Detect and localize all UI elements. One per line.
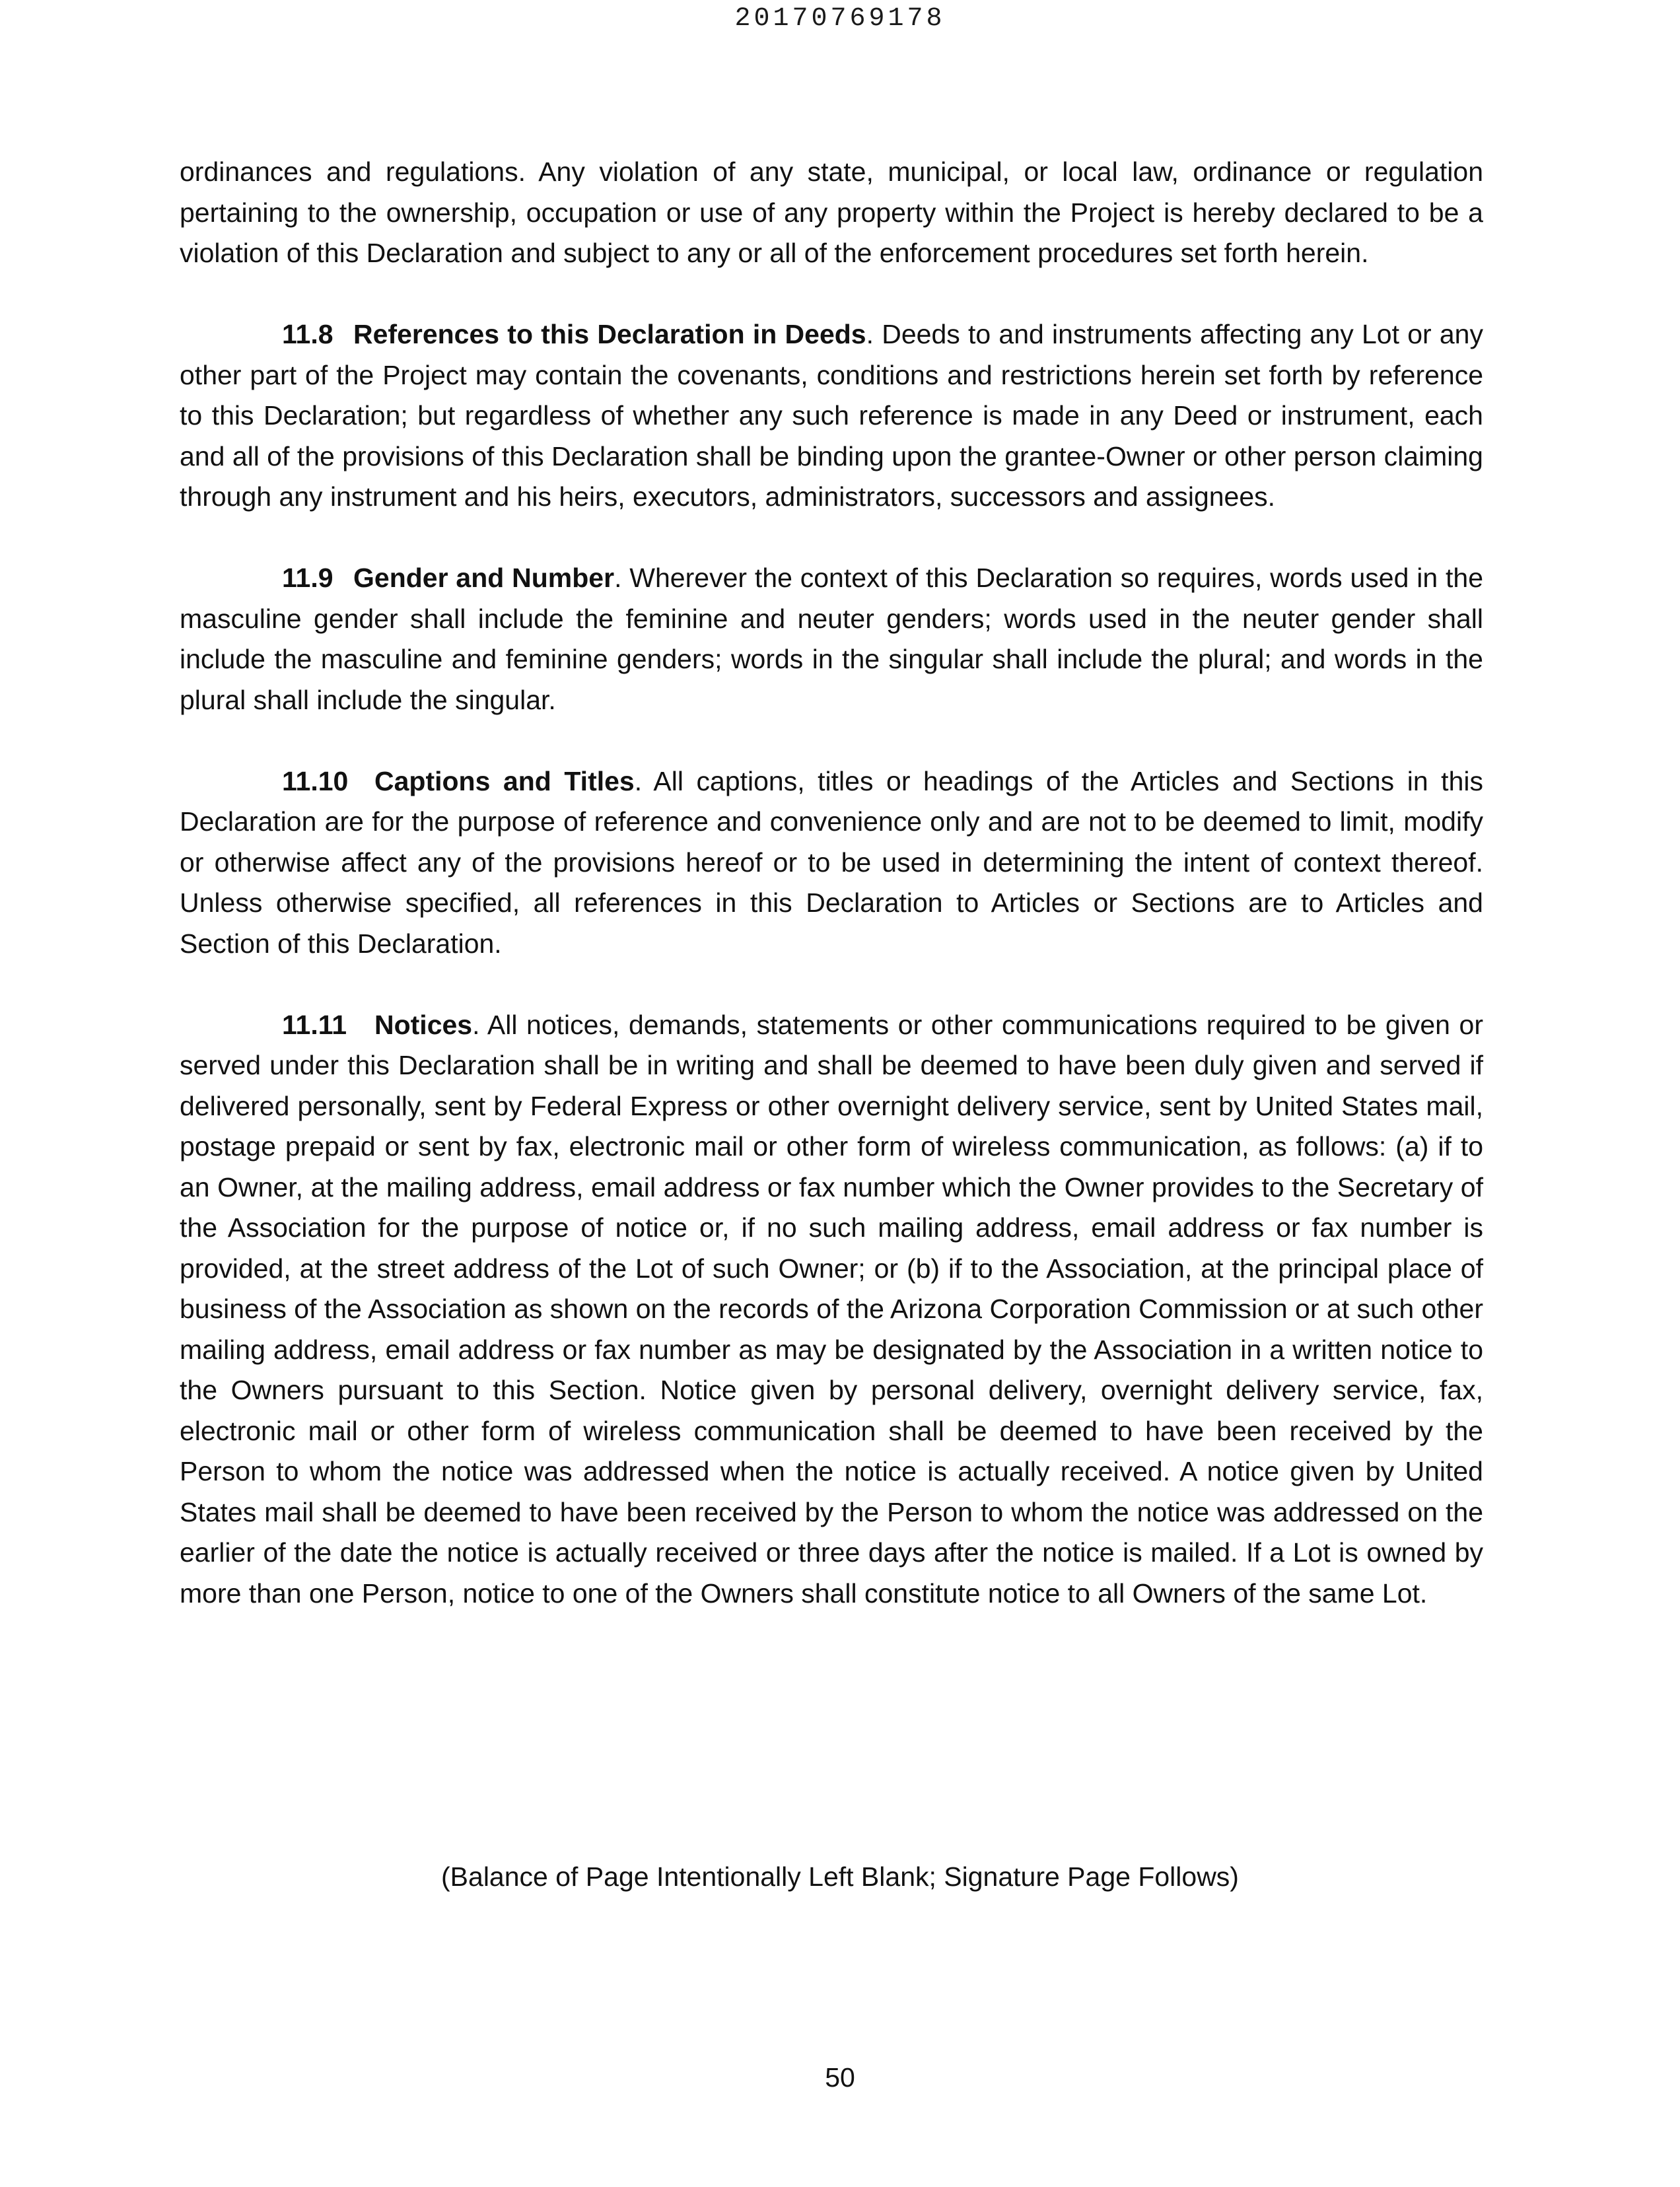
section-11-8 [180, 314, 1483, 518]
section-title: Captions and Titles [374, 765, 635, 796]
section-number: 11.10 [282, 765, 349, 796]
document-body [180, 152, 1483, 1655]
section-number: 11.9 [282, 563, 333, 593]
section-number: 11.8 [282, 319, 333, 349]
section-title: Gender and Number [353, 563, 615, 593]
section-number: 11.11 [282, 1009, 347, 1040]
section-text: . All notices, demands, statements or other communications required to be given or served under this Declaration shall be in writing and shall be deemed to have been duly given and served if delivered personally, sent by Federal Express or other overnight delivery service, sent by United States mail, postage prepaid or sent by fax, electronic mail or other form of wireless communication, as follows: (a) if to an Owner, at the mailing address, email address or fax number which the Owner provides to the Secretary of the Association for the purpose of notice or, if no such mailing address, email address or fax number is provided, at the street address of the Lot of such Owner; or (b) if to the Association, at the principal place of business of the Association as shown on the records of the Arizona Corporation Commission or at such other mailing address, email address or fax number as may be designated by the Association in a written notice to the Owners pursuant to this Section. Notice given by personal delivery, overnight delivery service, fax, electronic mail or other form of wireless communication shall be deemed to have been received by the Person to whom the notice was addressed when the notice is actually received. A notice given by United States mail shall be deemed to have been received by the Person to whom the notice was addressed on the earlier of the date the notice is actually received or three days after the notice is mailed. If a Lot is owned by more than one Person, notice to one of the Owners shall constitute notice to all Owners of the same Lot. [180, 1009, 1483, 1609]
section-11-9 [180, 558, 1483, 720]
section-title: Notices [374, 1009, 473, 1040]
section-11-10 [180, 761, 1483, 965]
recording-number: 20170769178 [734, 4, 946, 34]
section-11-11 [180, 1005, 1483, 1614]
section-text: . Wherever the context of this Declaration so requires, words used in the masculine gender shall include the feminine and neuter genders; words used in the neuter gender shall include the masculine and feminine genders; words in the singular shall include the plural; and words in the plural shall include the singular. [180, 563, 1484, 715]
section-text: . All captions, titles or headings of the Articles and Sections in this Declaration are for the purpose of reference and convenience only and are not to be deemed to limit, modify or otherwise affect any of the provisions hereof or to be used in determining the intent of context thereof. Unless otherwise specified, all references in this Declaration to Articles or Sections are to Articles and Section of this Declaration. [180, 765, 1483, 959]
intentionally-blank-note: (Balance of Page Intentionally Left Blank; Signature Page Follows) [441, 1861, 1239, 1892]
continuation-paragraph: ordinances and regulations. Any violation of any state, municipal, or local law, ordinance or regulation pertaining to the ownership, occupation or use of any property within the Project is hereby declared to be a violation of this Declaration and subject to any or all of the enforcement procedures set forth herein. [180, 156, 1483, 268]
section-text: . Deeds to and instruments affecting any Lot or any other part of the Project may contain the covenants, conditions and restrictions herein set forth by reference to this Declaration; but regardless of whether any such reference is made in any Deed or instrument, each and all of the provisions of this Declaration shall be binding upon the grantee-Owner or other person claiming through any instrument and his heirs, executors, administrators, successors and assignees. [180, 319, 1483, 512]
page-number: 50 [825, 2062, 855, 2093]
section-title: References to this Declaration in Deeds [353, 319, 866, 349]
